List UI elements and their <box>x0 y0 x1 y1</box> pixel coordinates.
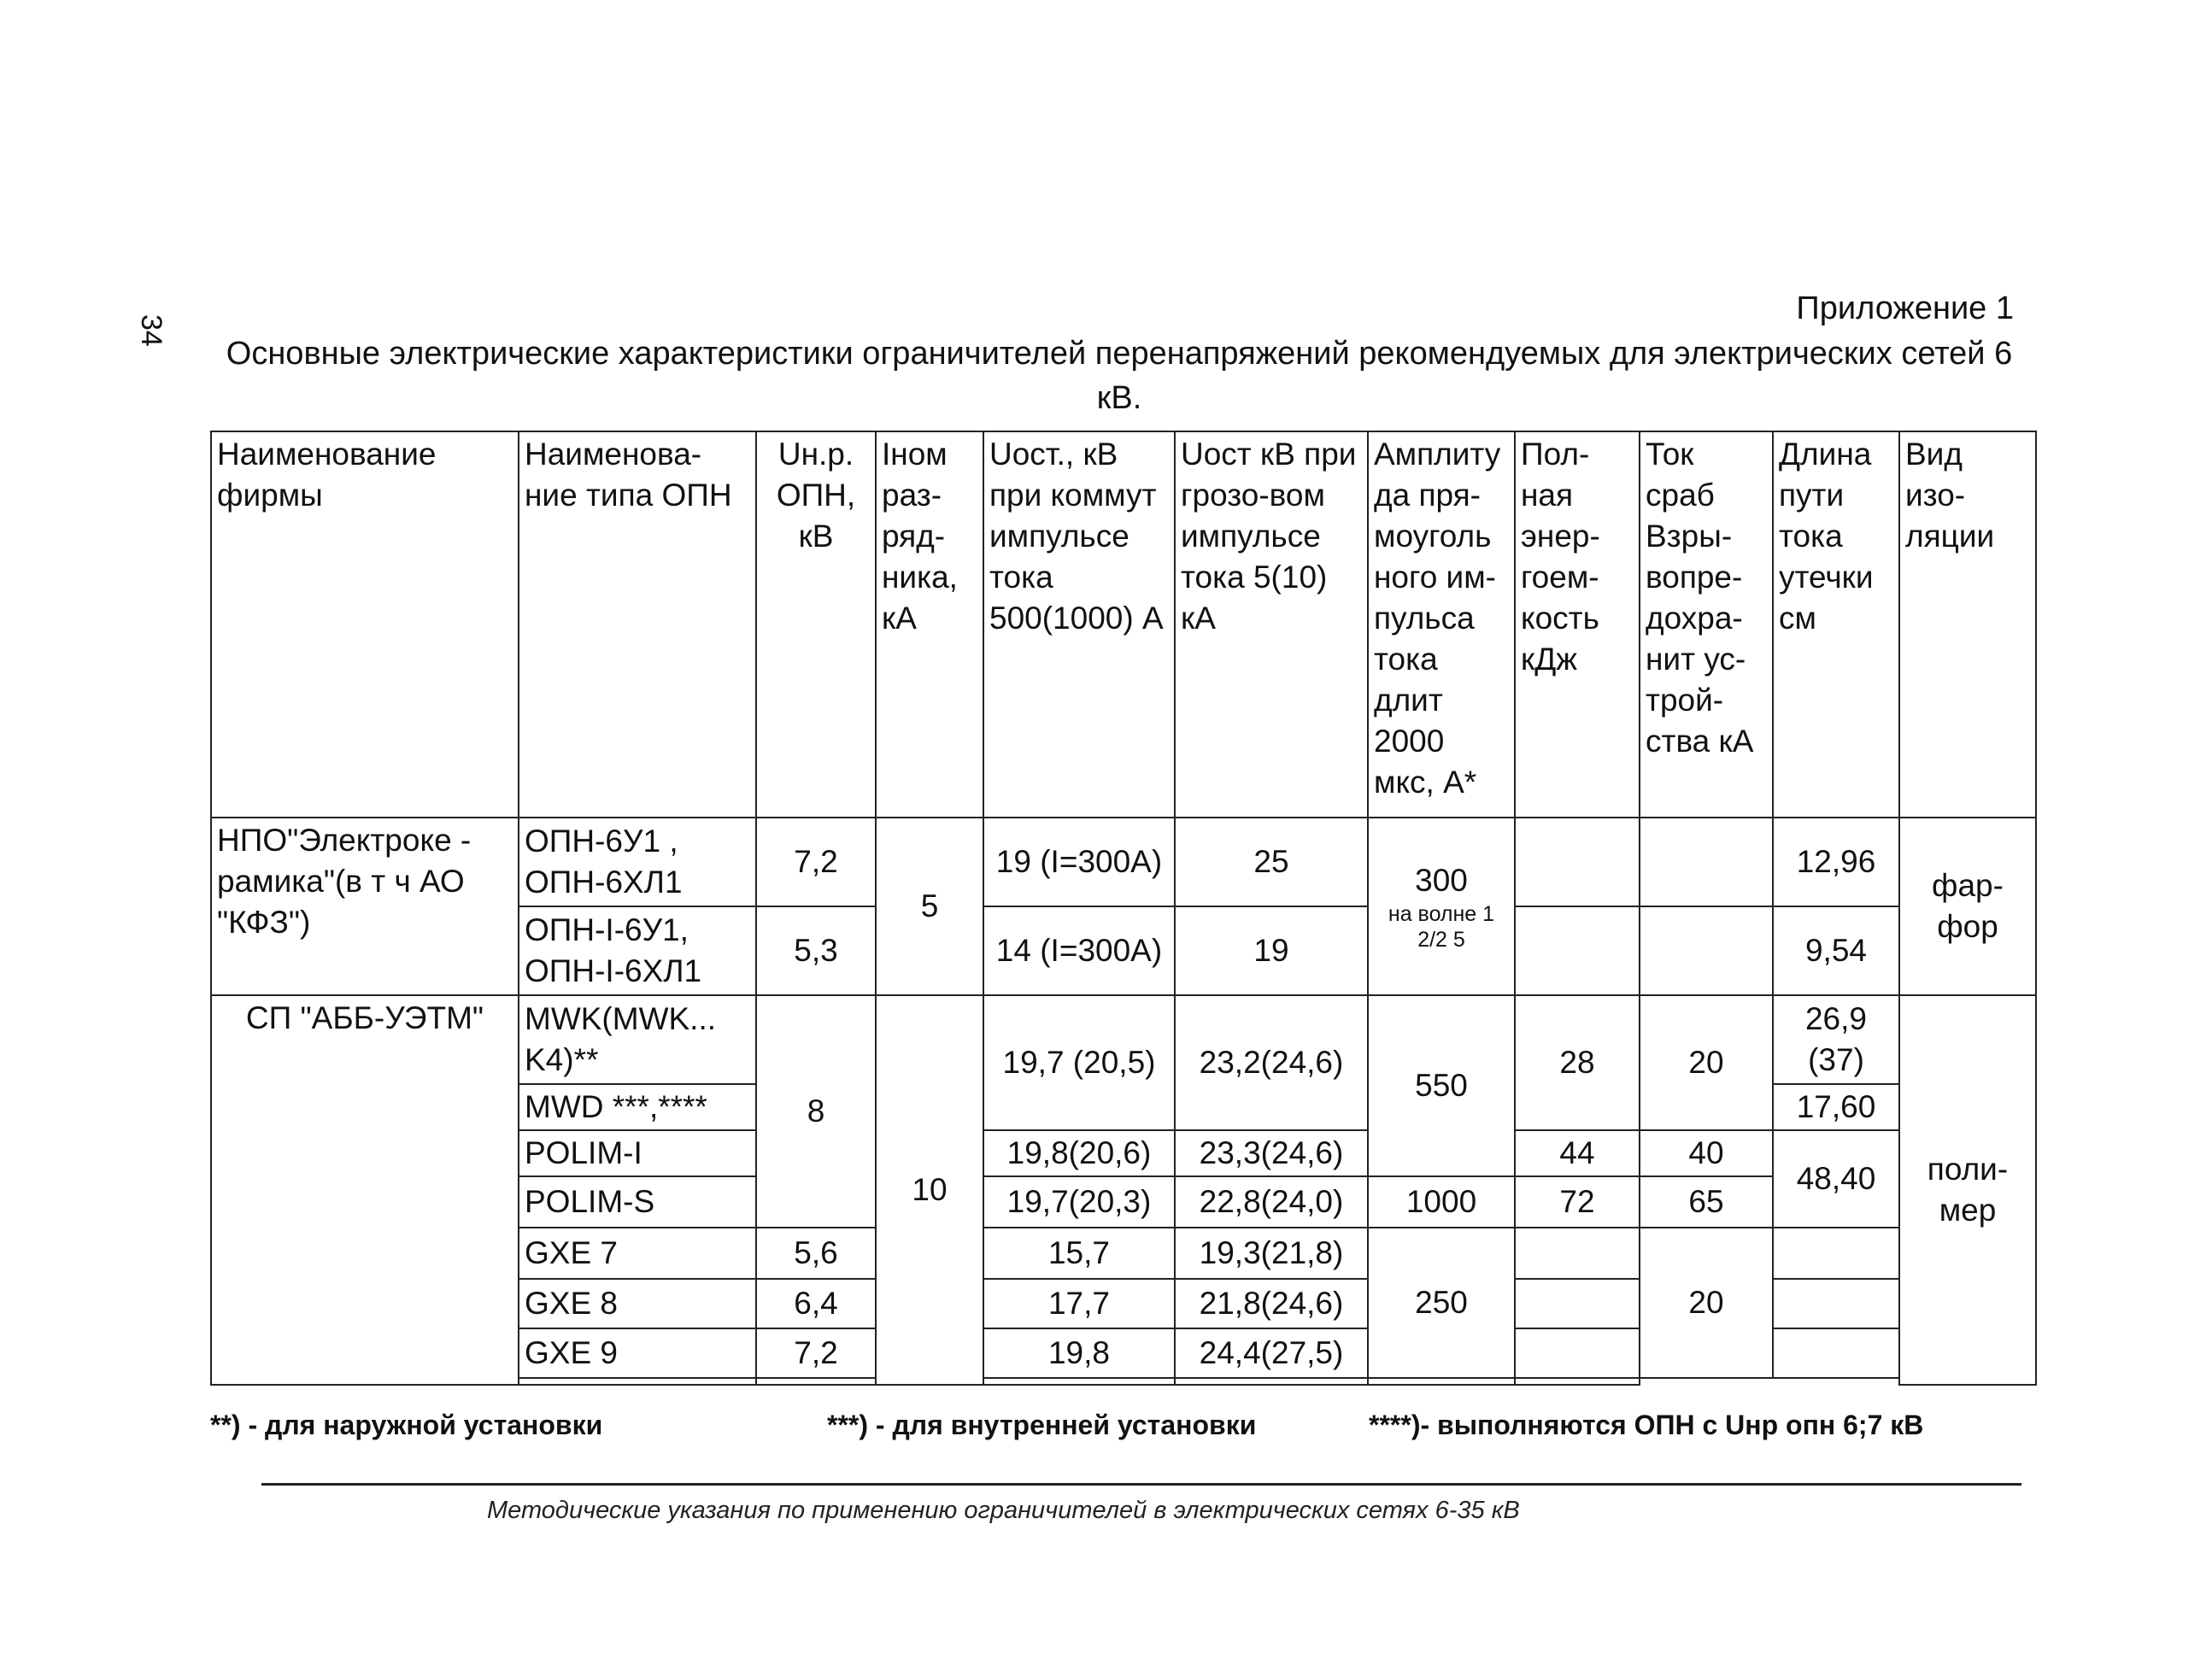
type-cell: ОПН-6У1 , ОПН-6ХЛ1 <box>519 818 756 906</box>
amplitude-cell: 1000 <box>1368 1176 1515 1228</box>
length-cell <box>1773 1328 1899 1378</box>
u-nr-cell: 7,2 <box>756 818 876 906</box>
type-cell: POLIM-I <box>519 1130 756 1176</box>
header-cell: Iном раз-ряд-ника, кА <box>876 431 983 818</box>
type-cell: GXE 7 <box>519 1228 756 1279</box>
footnote-outdoor: **) - для наружной установки <box>210 1410 603 1440</box>
header-cell: Наименова-ние типа ОПН <box>519 431 756 818</box>
u-comm-cell: 19 (I=300А) <box>983 818 1175 906</box>
u-grozo-cell: 24,4(27,5) <box>1175 1328 1368 1378</box>
footnote-indoor: ***) - для внутренней установки <box>827 1410 1257 1440</box>
u-grozo-cell: 23,3(24,6) <box>1175 1130 1368 1176</box>
trip-current-cell: 65 <box>1640 1176 1773 1228</box>
length-cell <box>1773 1279 1899 1328</box>
energy-cell: 72 <box>1515 1176 1640 1228</box>
u-comm-cell: 14 (I=300А) <box>983 906 1175 995</box>
table-row <box>211 995 2036 1084</box>
spacer-cell <box>519 1378 756 1385</box>
header-cell: Ток сраб Взры-вопре-дохра-нит ус-трой-ства кА <box>1640 431 1773 818</box>
header-cell: Амплиту да пря-моуголь ного им-пульса тока длит 2000 мкс, А* <box>1368 431 1515 818</box>
type-cell: GXE 9 <box>519 1328 756 1378</box>
page-footer: Методические указания по применению ограничителей в электрических сетях 6-35 кВ <box>487 1497 1520 1524</box>
insulation-cell: поли-мер <box>1899 995 2036 1385</box>
u-comm-cell: 17,7 <box>983 1279 1175 1328</box>
length-cell: 26,9 (37) <box>1773 995 1899 1084</box>
page-number: 34 <box>135 314 167 347</box>
type-cell: POLIM-S <box>519 1176 756 1228</box>
energy-cell: 28 <box>1515 995 1640 1130</box>
i-nom-cell: 5 <box>876 818 983 995</box>
firm-name: СП "АББ-УЭТМ" <box>211 995 519 1385</box>
header-cell: Uост., кВ при коммут импульсе тока 500(1000) А <box>983 431 1175 818</box>
table-row <box>211 818 2036 906</box>
type-cell: MWK(MWK... K4)** <box>519 995 756 1084</box>
u-grozo-cell: 19 <box>1175 906 1368 995</box>
spacer-cell <box>1175 1378 1368 1385</box>
length-cell: 9,54 <box>1773 906 1899 995</box>
trip-current-cell <box>1640 906 1773 995</box>
spacer-cell <box>1368 1378 1515 1385</box>
energy-cell <box>1515 1228 1640 1279</box>
u-nr-cell: 5,6 <box>756 1228 876 1279</box>
u-nr-cell: 5,3 <box>756 906 876 995</box>
type-cell: ОПН-I-6У1, ОПН-I-6ХЛ1 <box>519 906 756 995</box>
energy-cell: 44 <box>1515 1130 1640 1176</box>
amplitude-cell: 550 <box>1368 995 1515 1176</box>
appendix-label: Приложение 1 <box>1796 290 2014 326</box>
energy-cell <box>1515 1328 1640 1378</box>
i-nom-cell: 10 <box>876 995 983 1385</box>
trip-current-cell: 20 <box>1640 995 1773 1130</box>
type-cell: MWD ***,**** <box>519 1084 756 1130</box>
length-cell: 12,96 <box>1773 818 1899 906</box>
u-nr-cell: 7,2 <box>756 1328 876 1378</box>
header-cell: Пол-ная энер-гоем-кость кДж <box>1515 431 1640 818</box>
header-row <box>211 431 2036 818</box>
amplitude-cell <box>1368 818 1515 995</box>
u-grozo-cell: 21,8(24,6) <box>1175 1279 1368 1328</box>
footer-divider <box>261 1483 2021 1486</box>
header-cell: Длина пути тока утечки см <box>1773 431 1899 818</box>
header-cell: Uн.р. ОПН, кВ <box>756 431 876 818</box>
type-cell: GXE 8 <box>519 1279 756 1328</box>
amplitude-value: 300 <box>1415 863 1468 898</box>
u-comm-cell: 19,7 (20,5) <box>983 995 1175 1130</box>
energy-cell <box>1515 906 1640 995</box>
amplitude-note: на волне 1 2/2 5 <box>1388 902 1495 952</box>
spacer-cell <box>983 1378 1175 1385</box>
u-comm-cell: 19,8 <box>983 1328 1175 1378</box>
trip-current-cell: 40 <box>1640 1130 1773 1176</box>
u-grozo-cell: 23,2(24,6) <box>1175 995 1368 1130</box>
energy-cell <box>1515 818 1640 906</box>
length-cell: 17,60 <box>1773 1084 1899 1130</box>
spacer-cell <box>1515 1378 1640 1385</box>
firm-name: НПО"Электроке - рамика"(в т ч АО "КФЗ") <box>211 818 519 995</box>
u-grozo-cell: 22,8(24,0) <box>1175 1176 1368 1228</box>
header-cell: Uост кВ при грозо-вом импульсе тока 5(10) кА <box>1175 431 1368 818</box>
length-cell: 48,40 <box>1773 1130 1899 1228</box>
footnote-voltage: ****)- выполняются ОПН с Uнр опн 6;7 кВ <box>1369 1410 1924 1440</box>
header-cell: Наименование фирмы <box>211 431 519 818</box>
u-nr-cell: 8 <box>756 995 876 1228</box>
specifications-table <box>210 431 2037 1386</box>
length-cell <box>1773 1228 1899 1279</box>
amplitude-cell: 250 <box>1368 1228 1515 1378</box>
spacer-cell <box>756 1378 876 1385</box>
trip-current-cell <box>1640 818 1773 906</box>
trip-current-cell: 20 <box>1640 1228 1773 1378</box>
u-grozo-cell: 19,3(21,8) <box>1175 1228 1368 1279</box>
u-comm-cell: 15,7 <box>983 1228 1175 1279</box>
u-comm-cell: 19,7(20,3) <box>983 1176 1175 1228</box>
u-grozo-cell: 25 <box>1175 818 1368 906</box>
u-nr-cell: 6,4 <box>756 1279 876 1328</box>
u-comm-cell: 19,8(20,6) <box>983 1130 1175 1176</box>
insulation-cell: фар-фор <box>1899 818 2036 995</box>
header-cell: Вид изо-ляции <box>1899 431 2036 818</box>
energy-cell <box>1515 1279 1640 1328</box>
document-title: Основные электрические характеристики ограничителей перенапряжений рекомендуемых для электрических сетей 6 кВ. <box>226 336 2013 416</box>
